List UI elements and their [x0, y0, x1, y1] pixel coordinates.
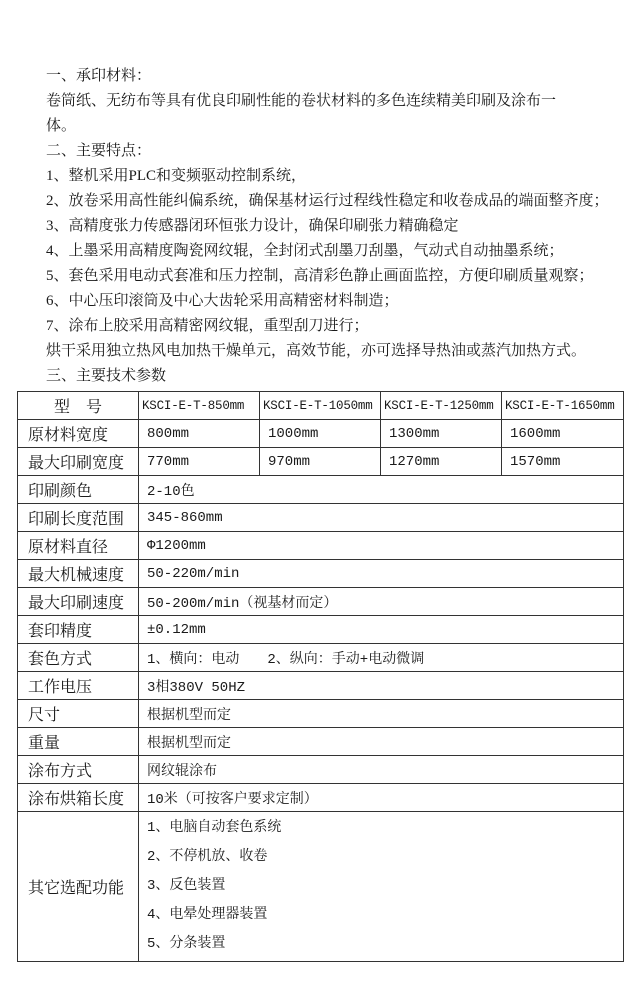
spec-label-cell: 尺寸: [18, 700, 139, 728]
spec-label-cell: 涂布烘箱长度: [18, 784, 139, 812]
spec-value-cell: 根据机型而定: [139, 700, 624, 728]
spec-value-cell: 345-860mm: [139, 504, 624, 532]
table-row-material-width: [18, 420, 624, 448]
materials-body-line: 卷筒纸、无纺布等具有优良印刷性能的卷状材料的多色连续精美印刷及涂布一: [46, 93, 557, 109]
model-name-cell: KSCI-E-T-1650mm: [502, 392, 624, 420]
spec-label-cell: 重量: [18, 728, 139, 756]
spec-value-cell: 800mm: [139, 420, 260, 448]
spec-label-cell: 原材料宽度: [18, 420, 139, 448]
feature-item: 5、套色采用电动式套准和压力控制，高清彩色静止画面监控，方便印刷质量观察；: [46, 268, 594, 284]
spec-label-cell: 印刷长度范围: [18, 504, 139, 532]
option-item: 2、不停机放、收卷: [147, 849, 268, 865]
spec-value-cell: 1600mm: [502, 420, 624, 448]
spec-label-cell: 最大印刷速度: [18, 588, 139, 616]
option-item: 4、电晕处理器装置: [147, 907, 268, 923]
intro-text-block: [46, 64, 626, 389]
spec-label-cell: 原材料直径: [18, 532, 139, 560]
feature-item: 4、上墨采用高精度陶瓷网纹辊，全封闭式刮墨刀刮墨，气动式自动抽墨系统；: [46, 243, 564, 259]
table-row-spec: [18, 756, 624, 784]
spec-value-cell: 1000mm: [260, 420, 381, 448]
table-row-spec: [18, 672, 624, 700]
feature-item: 1、整机采用PLC和变频驱动控制系统，: [46, 168, 307, 184]
feature-item: 2、放卷采用高性能纠偏系统，确保基材运行过程线性稳定和收卷成品的端面整齐度；: [46, 193, 609, 209]
spec-value-cell: 1、横向：电动 2、纵向：手动+电动微调: [139, 644, 624, 672]
spec-value-cell: 网纹辊涂布: [139, 756, 624, 784]
spec-value-cell: 10米（可按客户要求定制）: [139, 784, 624, 812]
options-value-cell: [139, 812, 624, 962]
table-row-spec: [18, 784, 624, 812]
option-item: 3、反色装置: [147, 878, 226, 894]
feature-item: 3、高精度张力传感器闭环恒张力设计，确保印刷张力精确稳定: [46, 218, 459, 234]
table-row-spec: [18, 616, 624, 644]
spec-value-cell: 1300mm: [381, 420, 502, 448]
spec-value-cell: 1570mm: [502, 448, 624, 476]
spec-value-cell: 770mm: [139, 448, 260, 476]
option-item: 1、电脑自动套色系统: [147, 820, 282, 836]
drying-note-line: 烘干采用独立热风电加热干燥单元，高效节能，亦可选择导热油或蒸汽加热方式。: [46, 343, 587, 359]
spec-value-cell: 50-200m/min（视基材而定）: [139, 588, 624, 616]
model-name-cell: KSCI-E-T-1250mm: [381, 392, 502, 420]
option-item: 5、分条装置: [147, 936, 226, 952]
table-row-spec: [18, 504, 624, 532]
table-row-spec: [18, 476, 624, 504]
spec-label-cell: 工作电压: [18, 672, 139, 700]
specs-table: [17, 391, 624, 962]
model-header-label-cell: 型 号: [18, 392, 139, 420]
table-row-spec: [18, 700, 624, 728]
spec-value-cell: 970mm: [260, 448, 381, 476]
spec-value-cell: 1270mm: [381, 448, 502, 476]
table-row-options: [18, 812, 624, 962]
spec-value-cell: 根据机型而定: [139, 728, 624, 756]
table-row-spec: [18, 560, 624, 588]
section-heading-features: 二、主要特点：: [46, 143, 152, 159]
model-name-cell: KSCI-E-T-1050mm: [260, 392, 381, 420]
spec-label-cell: 涂布方式: [18, 756, 139, 784]
spec-label-cell: 最大印刷宽度: [18, 448, 139, 476]
spec-label-cell: 套色方式: [18, 644, 139, 672]
spec-label-cell: 套印精度: [18, 616, 139, 644]
feature-item: 7、涂布上胶采用高精密网纹辊，重型刮刀进行；: [46, 318, 369, 334]
table-row-spec: [18, 644, 624, 672]
table-row-spec: [18, 588, 624, 616]
materials-body-line: 体。: [46, 118, 77, 134]
spec-value-cell: 50-220m/min: [139, 560, 624, 588]
spec-value-cell: Φ1200mm: [139, 532, 624, 560]
table-row-spec: [18, 532, 624, 560]
table-row-spec: [18, 728, 624, 756]
spec-label-cell: 最大机械速度: [18, 560, 139, 588]
options-label-cell: 其它选配功能: [18, 812, 139, 962]
spec-value-cell: 2-10色: [139, 476, 624, 504]
spec-label-cell: 印刷颜色: [18, 476, 139, 504]
spec-value-cell: 3相380V 50HZ: [139, 672, 624, 700]
section-heading-materials: 一、承印材料：: [46, 68, 152, 84]
model-name-cell: KSCI-E-T-850mm: [139, 392, 260, 420]
spec-value-cell: ±0.12mm: [139, 616, 624, 644]
section-heading-parameters: 三、主要技术参数: [46, 368, 167, 384]
table-row-max-print-width: [18, 448, 624, 476]
table-row-model: [18, 392, 624, 420]
feature-item: 6、中心压印滚筒及中心大齿轮采用高精密材料制造；: [46, 293, 399, 309]
